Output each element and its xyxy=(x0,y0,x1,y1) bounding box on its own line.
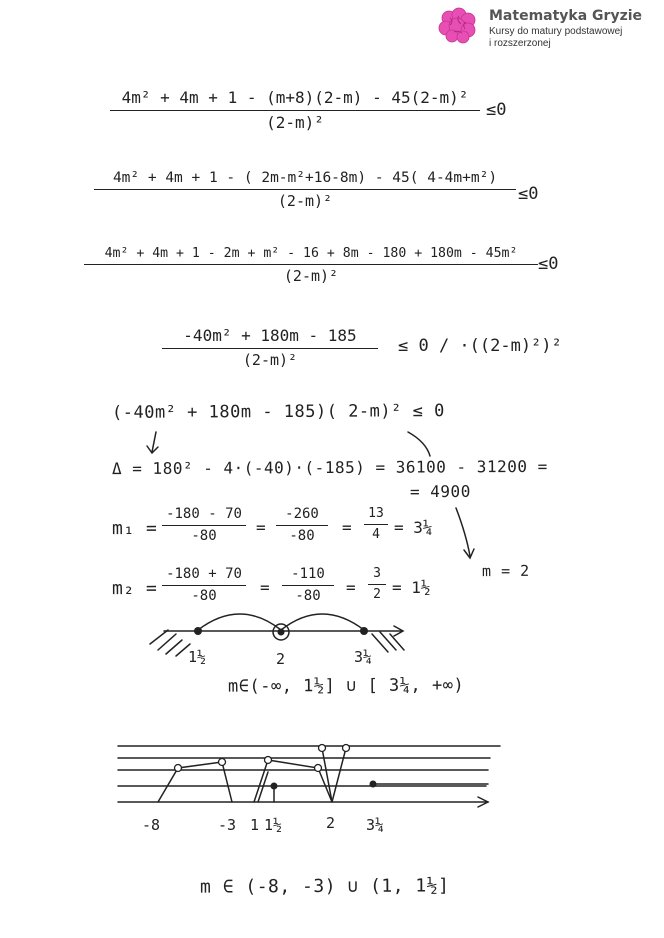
step3-relation: ≤0 xyxy=(538,254,559,274)
m1-eq2-numerator: 13 xyxy=(368,506,384,521)
axis2-open-2 xyxy=(219,759,226,766)
brand-tagline-line1: Kursy do matury podstawowej xyxy=(489,26,623,37)
axis1-point-3quarter xyxy=(360,627,368,635)
m1-denominator: -80 xyxy=(191,528,217,544)
axis2-open-5 xyxy=(319,745,326,752)
step1-numerator: 4m² + 4m + 1 - (m+8)(2-m) - 45(2-m)² xyxy=(121,88,469,107)
axis1-sign-curve xyxy=(198,614,364,630)
m1-eq2-denominator: 4 xyxy=(372,527,380,542)
arrow-to-m2 xyxy=(456,508,470,556)
axis2-label-3quarter: 3¼ xyxy=(366,816,385,834)
axis1-label-1half: 1½ xyxy=(188,648,207,666)
m2-label: m₂ = xyxy=(111,577,158,600)
m1-label: m₁ = xyxy=(111,517,158,540)
m1-equals-2: = xyxy=(342,518,352,537)
axis2-open-6 xyxy=(343,745,350,752)
m2-eq2-denominator: 2 xyxy=(373,587,381,602)
arrow-curve-right xyxy=(408,432,430,456)
brand-name: Matematyka Gryzie xyxy=(489,8,643,24)
m1-numerator: -180 - 70 xyxy=(166,506,242,522)
m2-denominator: -80 xyxy=(191,588,217,604)
m2-eq2-numerator: 3 xyxy=(373,566,381,581)
step5-inequality: (-40m² + 180m - 185)( 2-m)² ≤ 0 xyxy=(111,401,445,423)
axis1-label-2: 2 xyxy=(276,650,286,668)
axis1-hatch-right xyxy=(372,632,404,652)
m2-eq1-denominator: -80 xyxy=(295,588,321,604)
m1-eq1-numerator: -260 xyxy=(285,506,319,522)
m-equals-2: m = 2 xyxy=(481,561,530,581)
axis2-open-3 xyxy=(265,757,272,764)
step4-relation: ≤ 0 / ·((2-m)²)² xyxy=(398,336,562,356)
step1-denominator: (2-m)² xyxy=(266,113,324,132)
axis1-label-3quarter: 3¼ xyxy=(354,648,373,666)
axis2-open-4 xyxy=(315,765,322,772)
brand-tagline-line2: i rozszerzonej xyxy=(489,38,551,49)
m1-equals-1: = xyxy=(256,518,266,537)
m2-numerator: -180 + 70 xyxy=(166,566,242,582)
axis2-label-1half: 1½ xyxy=(264,816,283,834)
m2-eq1-numerator: -110 xyxy=(291,566,325,582)
axis1-point-1half xyxy=(194,627,202,635)
step3-numerator: 4m² + 4m + 1 - 2m + m² - 16 + 8m - 180 + 180m - 45m² xyxy=(104,246,518,261)
m1-eq1-denominator: -80 xyxy=(289,528,315,544)
solution-1: m∈(-∞, 1½] ∪ [ 3¼, +∞) xyxy=(227,675,465,697)
axis2-graph xyxy=(158,748,488,802)
axis2-label-1: 1 xyxy=(250,816,260,834)
step1-relation: ≤0 xyxy=(486,100,507,120)
axis2-point-3quarter xyxy=(370,781,377,788)
step2-relation: ≤0 xyxy=(518,184,539,204)
axis2-label-neg8: -8 xyxy=(142,816,161,834)
axis2-open-1 xyxy=(175,765,182,772)
delta-result: = 4900 xyxy=(409,481,471,502)
step4-numerator: -40m² + 180m - 185 xyxy=(183,326,357,345)
axis2-label-2: 2 xyxy=(326,814,336,832)
delta-line: Δ = 180² - 4·(-40)·(-185) = 36100 - 31200 = xyxy=(111,456,548,479)
step2-numerator: 4m² + 4m + 1 - ( 2m-m²+16-8m) - 45( 4-4m+m²) xyxy=(112,170,498,186)
m2-equals-2: = xyxy=(346,578,356,597)
solution-2: m ∈ (-8, -3) ∪ (1, 1½] xyxy=(199,875,450,898)
axis2-point-1half xyxy=(271,783,278,790)
axis1-hatch-left xyxy=(150,630,190,656)
step3-denominator: (2-m)² xyxy=(283,267,339,285)
axis2-label-neg3: -3 xyxy=(218,816,237,834)
step2-denominator: (2-m)² xyxy=(277,192,333,210)
axis1-point-2 xyxy=(278,629,285,636)
m1-mixed-number: = 3¼ xyxy=(394,518,433,537)
m2-equals-1: = xyxy=(260,578,270,597)
m2-mixed-number: = 1½ xyxy=(392,578,431,597)
step4-denominator: (2-m)² xyxy=(242,351,298,369)
